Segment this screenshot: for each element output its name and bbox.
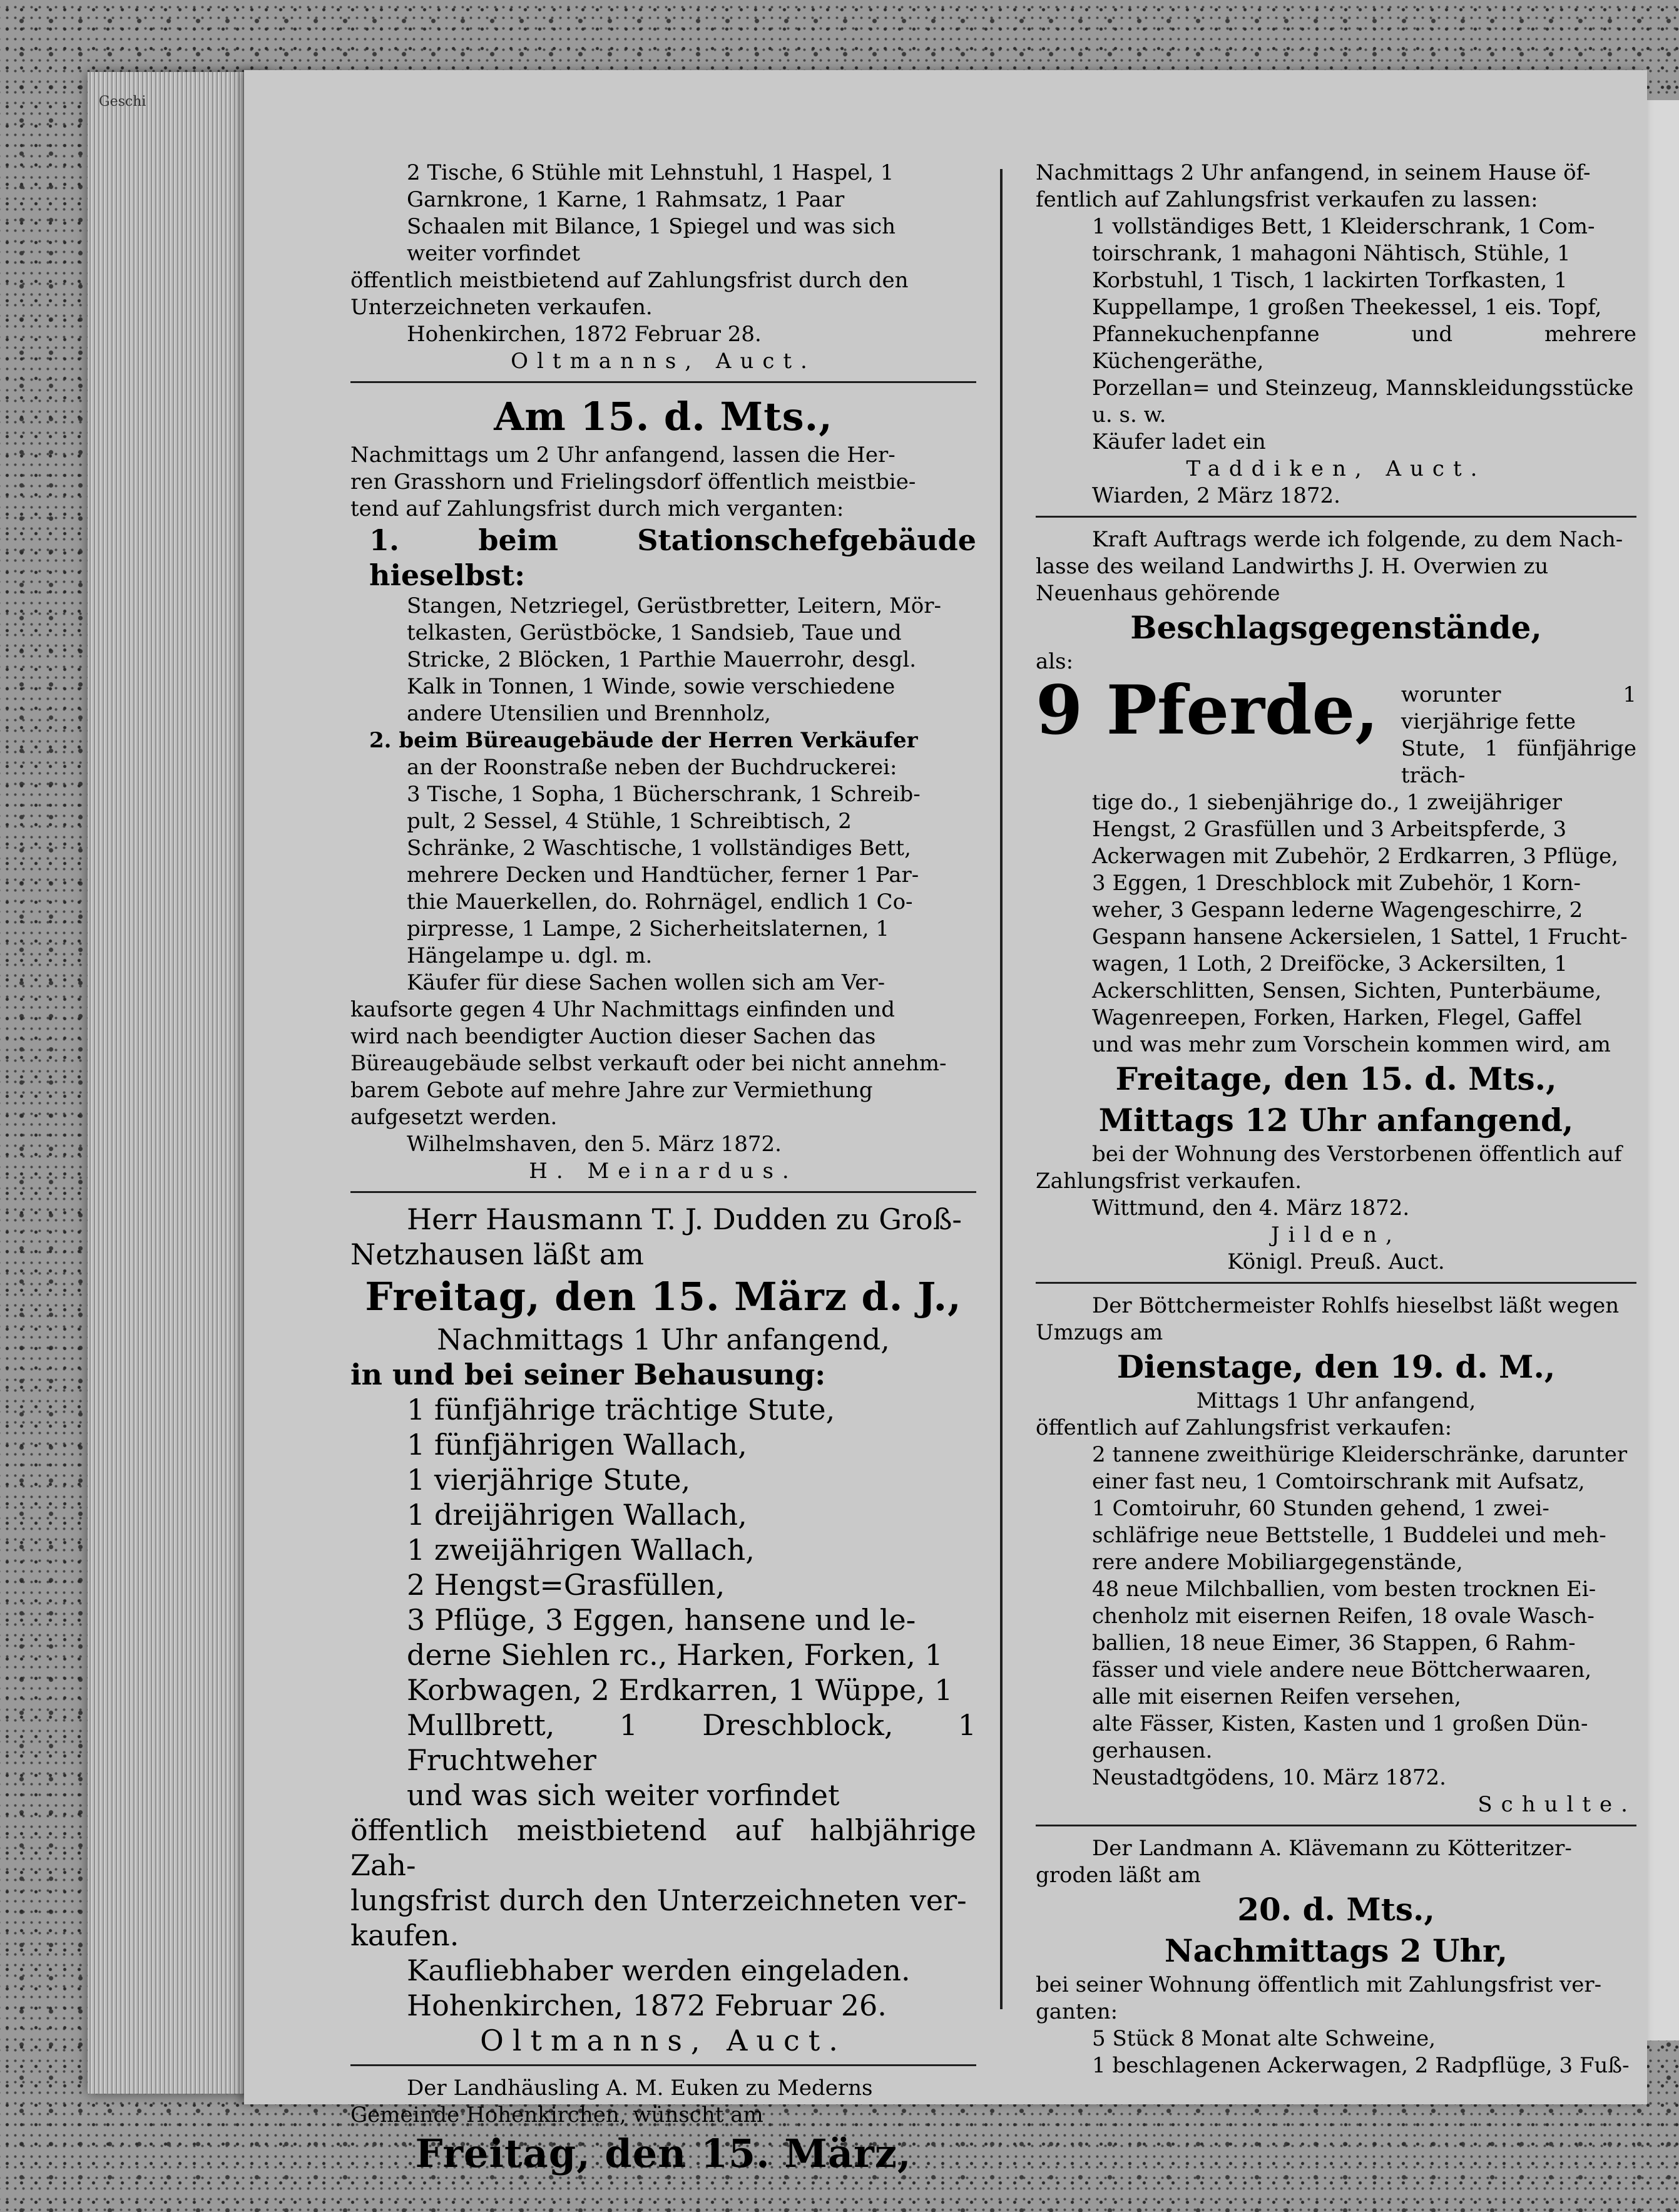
separator-rule [1036,1825,1636,1826]
ad-line: Gespann hansene Ackersielen, 1 Sattel, 1 Frucht- [1092,924,1628,950]
ad-line: an der Roonstraße neben der Buchdruckerei: [407,755,897,780]
ad-line: 1 beschlagenen Ackerwagen, 2 Radpflüge, 3 Fuß- [1092,2053,1630,2078]
ad-line: Nachmittags 2 Uhr anfangend, in seinem Hause öf- [1036,160,1591,185]
ad-line: Neuenhaus gehörende [1036,581,1280,606]
ad-line: thie Mauerkellen, do. Rohrnägel, endlich 1 Co- [407,889,913,914]
ad-line: bei der Wohnung des Verstorbenen öffentlich auf [1092,1142,1622,1167]
ad-line: lasse des weiland Landwirths J. H. Overwien zu [1036,554,1549,579]
ad-line: telkasten, Gerüstböcke, 1 Sandsieb, Taue und [407,620,902,645]
ad-headline: Am 15. d. Mts., [494,394,833,439]
ad-line: Gemeinde Hohenkirchen, wünscht am [350,2102,763,2128]
ad-line: Hengst, 2 Grasfüllen und 3 Arbeitspferde, 3 [1092,817,1567,842]
ad-line: 48 neue Milchballien, vom besten trocknen Ei- [1092,1577,1596,1602]
pferde-headline: 9 Pferde, [1036,671,1379,750]
item-line: 2 Hengst=Grasfüllen, [407,1568,725,1602]
ad-line: Stricke, 2 Blöcken, 1 Parthie Mauerrohr, desgl. [407,647,917,672]
left-column [350,160,976,2179]
ad-meinardus [350,392,976,1185]
ad-line: Garnkrone, 1 Karne, 1 Rahmsatz, 1 Paar [407,187,845,212]
item-line: 1 fünfjährigen Wallach, [407,1428,747,1462]
ad-line: ganten: [1036,1999,1118,2024]
ad-line: 3 Eggen, 1 Dreschblock mit Zubehör, 1 Korn- [1092,871,1581,896]
book-page-edges [88,72,269,2094]
time-line: Nachmittags 1 Uhr anfangend, [437,1323,890,1356]
ad-headline: Beschlagsgegenstände, [1130,609,1542,646]
ad-line: öffentlich meistbietend auf halbjährige Zah- [350,1813,976,1882]
ad-line: pult, 2 Sessel, 4 Stühle, 1 Schreibtisch, 2 [407,809,852,834]
ad-line: kaufsorte gegen 4 Uhr Nachmittags einfinden und [350,997,895,1022]
ad-line: Nachmittags um 2 Uhr anfangend, lassen die Her- [350,443,896,468]
pferde-block [1036,671,1636,789]
ad-line: Herr Hausmann T. J. Dudden zu Groß- [407,1202,962,1236]
ad-line: als: [1036,649,1074,674]
ad-line: Kalk in Tonnen, 1 Winde, sowie verschiedene [407,674,896,699]
ad-klaevemann [1036,1835,1636,2079]
ad-line: Der Böttchermeister Rohlfs hieselbst läßt wegen [1092,1293,1620,1318]
time-headline: Mittags 12 Uhr anfangend, [1098,1102,1574,1139]
ad-line: tige do., 1 siebenjährige do., 1 zweijähriger [1092,790,1562,815]
ad-line: schläfrige neue Bettstelle, 1 Buddelei und meh- [1092,1523,1606,1548]
item-line: und was sich weiter vorfindet [407,1778,840,1812]
ad-line: einer fast neu, 1 Comtoirschrank mit Aufsatz, [1092,1469,1585,1494]
ad-line: fentlich auf Zahlungsfrist verkaufen zu lassen: [1036,187,1538,212]
ad-line: weiter vorfindet [407,241,580,266]
ad-line: Kuppellampe, 1 großen Theekessel, 1 eis. Topf, [1092,295,1602,320]
item-line: 1 dreijährigen Wallach, [407,1498,747,1532]
ad-line: Käufer ladet ein [1092,429,1266,454]
ad-line: ballien, 18 neue Eimer, 36 Stappen, 6 Rahm- [1092,1631,1576,1656]
ad-line: Der Landmann A. Klävemann zu Kötteritzer- [1092,1836,1572,1861]
place-date: Hohenkirchen, 1872 Februar 26. [407,1989,887,2022]
ad-line: Ackerschlitten, Sensen, Sichten, Punterbäume, [1092,978,1602,1003]
ad-line: mehrere Decken und Handtücher, ferner 1 Par- [407,863,919,888]
ad-line: 3 Tische, 1 Sopha, 1 Bücherschrank, 1 Schreib- [407,782,921,807]
ad-line: u. s. w. [1092,402,1166,428]
ad-headline: 20. d. Mts., [1237,1891,1435,1928]
ad-line: Büreaugebäude selbst verkauft oder bei nicht annehm- [350,1051,947,1076]
ad-line: Kaufliebhaber werden eingeladen. [407,1953,911,1987]
place-date: Wittmund, den 4. März 1872. [1092,1196,1410,1221]
place-date: Wiarden, 2 März 1872. [1092,483,1340,508]
signature: Oltmanns, Auct. [511,349,816,374]
ad-line: worunter 1 vierjährige fette [1401,682,1636,734]
ad-line: groden läßt am [1036,1863,1201,1888]
signature: Oltmanns, Auct. [480,2024,847,2057]
ad-headline: Freitag, den 15. März, [415,2131,912,2176]
separator-rule [1036,516,1636,518]
ad-line: pirpresse, 1 Lampe, 2 Sicherheitslaternen, 1 [407,916,889,941]
ad-line: rere andere Mobiliargegenstände, [1092,1550,1463,1575]
ad-line: Unterzeichneten verkaufen. [350,295,653,320]
ad-line: Käufer für diese Sachen wollen sich am Ver- [407,970,885,995]
ad-headline: Dienstage, den 19. d. M., [1116,1348,1556,1385]
ad-line: alte Fässer, Kisten, Kasten und 1 großen Dün- [1092,1711,1588,1736]
signature: H. Meinardus. [529,1159,798,1184]
ad-line: Hängelampe u. dgl. m. [407,943,653,968]
item-heading: 1. beim Stationschefgebäude hieselbst: [369,523,976,592]
ad-line: andere Utensilien und Brennholz, [407,701,771,726]
item-line: Mullbrett, 1 Dreschblock, 1 Fruchtweher [407,1708,976,1777]
item-line: 1 zweijährigen Wallach, [407,1533,755,1567]
item-line: derne Siehlen rc., Harken, Forken, 1 [407,1638,943,1672]
place-line: in und bei seiner Behausung: [350,1358,826,1391]
ad-line: Ackerwagen mit Zubehör, 2 Erdkarren, 3 Pflüge, [1092,844,1618,869]
ad-line: barem Gebote auf mehre Jahre zur Vermiethung [350,1078,873,1103]
ad-line: Schränke, 2 Waschtische, 1 vollständiges Bett, [407,836,911,861]
item-line: 1 vierjährige Stute, [407,1463,691,1497]
item-line: 3 Pflüge, 3 Eggen, hansene und le- [407,1603,916,1637]
signature: Jilden, [1271,1222,1401,1247]
ad-line: Stangen, Netzriegel, Gerüstbretter, Leitern, Mör- [407,593,942,618]
ad-line: kaufen. [350,1918,459,1952]
item-line: 1 fünfjährige trächtige Stute, [407,1393,835,1426]
ad-line: Schaalen mit Bilance, 1 Spiegel und was sich [407,214,896,239]
place-date: Wilhelmshaven, den 5. März 1872. [407,1132,782,1157]
ad-line: wird nach beendigter Auction dieser Sachen das [350,1024,876,1049]
ad-line: öffentlich meistbietend auf Zahlungsfrist durch den [350,268,909,293]
ad-line: Kraft Auftrags werde ich folgende, zu dem Nach- [1092,527,1623,552]
signature: Schulte. [1477,1792,1636,1817]
ad-line: weher, 3 Gespann lederne Wagengeschirre, 2 [1092,898,1583,923]
ad-line: toirschrank, 1 mahagoni Nähtisch, Stühle, 1 [1092,241,1571,266]
ad-line: Pfannekuchenpfanne und mehrere Küchengeräthe, [1092,322,1636,374]
ad-line: gerhausen. [1092,1738,1213,1763]
ad-rohlfs [1036,1293,1636,1818]
date-headline: Freitage, den 15. d. Mts., [1115,1060,1557,1097]
ad-euken [350,2075,976,2179]
ad-line: 2 tannene zweithürige Kleiderschränke, darunter [1092,1442,1628,1467]
ad-line: ren Grasshorn und Frielingsdorf öffentlich meistbie- [350,469,916,494]
place-date: Neustadtgödens, 10. März 1872. [1092,1765,1446,1790]
ad-line: Der Landhäusling A. M. Euken zu Mederns [407,2076,873,2101]
ad-line: Korbstuhl, 1 Tisch, 1 lackirten Torfkasten, 1 [1092,268,1568,293]
ad-line: Stute, 1 fünfjährige träch- [1401,736,1636,788]
ad-line: fässer und viele andere neue Böttcherwaaren, [1092,1657,1592,1682]
ad-line: wagen, 1 Loth, 2 Dreiföcke, 3 Ackersilten, 1 [1092,951,1568,976]
signature: Taddiken, Auct. [1186,456,1486,481]
ad-headline: Freitag, den 15. März d. J., [365,1274,962,1319]
item-heading: 2. beim Büreaugebäude der Herren Verkäufer [369,728,918,753]
ad-line: 1 Comtoiruhr, 60 Stunden gehend, 1 zwei- [1092,1496,1549,1521]
ad-line: Netzhausen läßt am [350,1237,644,1271]
ad-line: Porzellan= und Steinzeug, Mannskleidungsstücke [1092,376,1634,401]
ad-line: aufgesetzt werden. [350,1105,558,1130]
ad-line: chenholz mit eisernen Reifen, 18 ovale Wasch- [1092,1604,1595,1629]
column-divider [1000,169,1003,2009]
ad-line: 1 vollständiges Bett, 1 Kleiderschrank, 1 Com- [1092,214,1595,239]
ad-line: öffentlich auf Zahlungsfrist verkaufen: [1036,1415,1452,1440]
ad-taddiken [1036,160,1636,509]
separator-rule [350,1191,976,1193]
ad-line: bei seiner Wohnung öffentlich mit Zahlungsfrist ver- [1036,1972,1602,1997]
ad-line: lungsfrist durch den Unterzeichneten ver- [350,1883,967,1917]
place-date: Hohenkirchen, 1872 Februar 28. [407,322,762,347]
ad-line: und was mehr zum Vorschein kommen wird, am [1092,1032,1611,1057]
separator-rule [350,381,976,383]
header-corner-text: Geschi [99,94,146,110]
ad-line: alle mit eisernen Reifen versehen, [1092,1684,1461,1709]
right-page-edge [1647,100,1679,2040]
ad-line: tend auf Zahlungsfrist durch mich verganten: [350,496,844,521]
ad-line: Wagenreepen, Forken, Harken, Flegel, Gaffel [1092,1005,1582,1030]
pferde-side-text [1401,675,1636,789]
time-line: Mittags 1 Uhr anfangend, [1196,1388,1476,1413]
signature-title: Königl. Preuß. Auct. [1227,1249,1445,1274]
ad-line: Zahlungsfrist verkaufen. [1036,1169,1302,1194]
separator-rule [350,2064,976,2066]
time-headline: Nachmittags 2 Uhr, [1164,1932,1508,1969]
ad-oltmanns-1 [350,160,976,375]
separator-rule [1036,1282,1636,1284]
right-column [1036,160,1636,2079]
item-line: Korbwagen, 2 Erdkarren, 1 Wüppe, 1 [407,1673,953,1707]
ad-dudden [350,1202,976,2058]
ad-line: Umzugs am [1036,1320,1163,1345]
ad-line: 5 Stück 8 Monat alte Schweine, [1092,2026,1436,2051]
ad-jilden [1036,526,1636,1276]
ad-line: 2 Tische, 6 Stühle mit Lehnstuhl, 1 Haspel, 1 [407,160,894,185]
